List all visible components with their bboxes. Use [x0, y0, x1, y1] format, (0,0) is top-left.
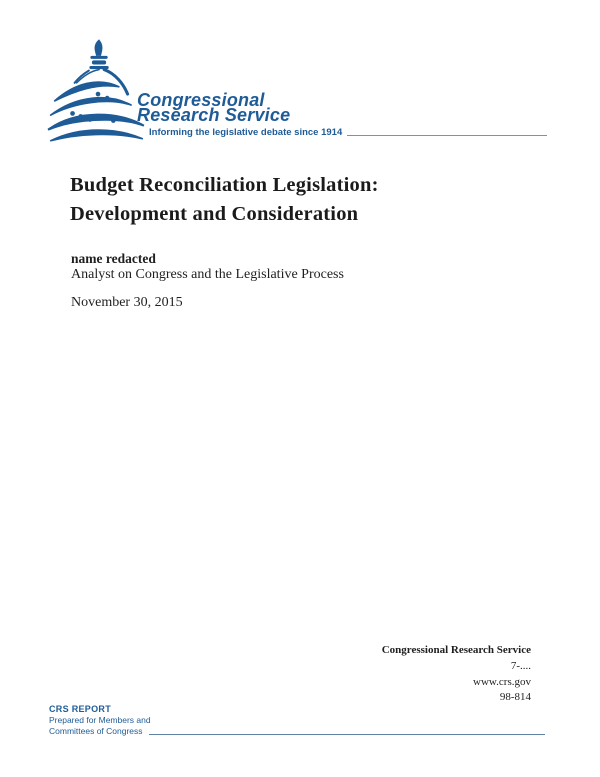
report-title [70, 171, 379, 229]
footer-right-block [382, 643, 531, 706]
logo-rule-line [347, 135, 547, 136]
crs-report-label: CRS REPORT [49, 704, 112, 714]
author-name: name redacted [71, 251, 156, 266]
logo-tagline: Informing the legislative debate since 1914 [149, 127, 343, 138]
footer-phone: 7-.... [510, 659, 531, 672]
footer-left-block [49, 704, 545, 737]
capitol-dome-icon [46, 38, 148, 145]
logo-org-line2: Research Service [137, 105, 291, 125]
footer-org-name: Congressional Research Service [381, 644, 531, 656]
footer-prepared-line1: Prepared for Members and [49, 715, 151, 725]
footer-prepared-line2-row [49, 726, 545, 737]
footer-rule-line [149, 734, 545, 735]
footer-prepared-line2: Committees of Congress [49, 726, 143, 736]
logo-tagline-row [149, 127, 547, 138]
footer-website: www.crs.gov [473, 675, 531, 688]
author-role: Analyst on Congress and the Legislative Process [71, 266, 344, 282]
crs-logo-wordmark [137, 90, 547, 138]
report-date: November 30, 2015 [71, 295, 183, 310]
logo-org-line1: Congressional [137, 90, 265, 110]
author-block [71, 251, 344, 282]
report-title-line2: Development and Consideration [70, 203, 359, 225]
footer-report-number: 98-814 [499, 691, 531, 704]
report-title-line1: Budget Reconciliation Legislation: [70, 174, 379, 196]
